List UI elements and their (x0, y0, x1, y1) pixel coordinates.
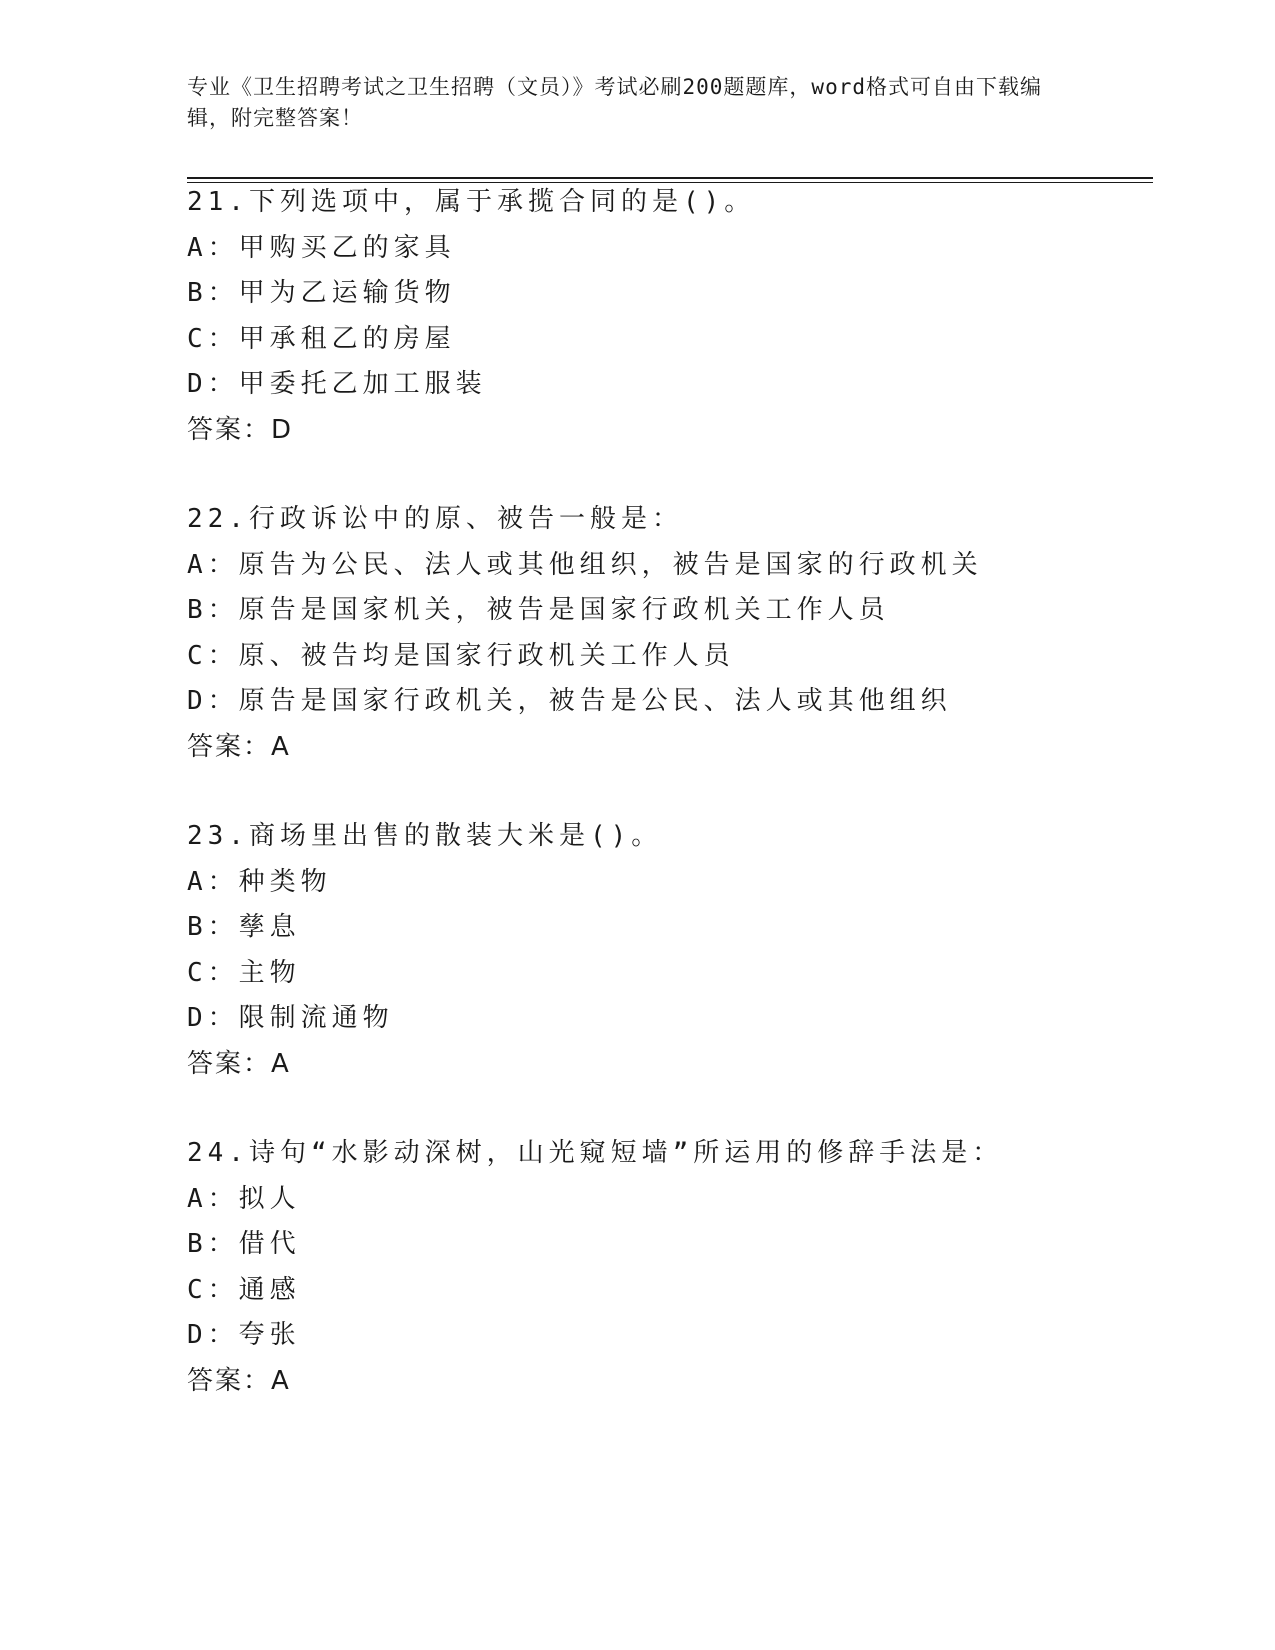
option-b: B：借代 (187, 1229, 301, 1259)
question-stem: 21.下列选项中，属于承揽合同的是()。 (187, 187, 756, 217)
answer-line (187, 1042, 1187, 1088)
header-divider-thick (187, 177, 1153, 179)
question-stem: 24.诗句“水影动深树，山光窥短墙”所运用的修辞手法是： (187, 1138, 1004, 1168)
answer-line (187, 725, 1187, 771)
question-stem: 23.商场里出售的散装大米是()。 (187, 821, 663, 851)
document-header: 专业《卫生招聘考试之卫生招聘（文员）》考试必刷200题题库，word格式可自由下载编辑，附完整答案！ (187, 75, 1042, 130)
option-d: D：限制流通物 (187, 1003, 394, 1033)
answer-label: 答案： (187, 414, 272, 445)
question-stem: 22.行政诉讼中的原、被告一般是： (187, 504, 683, 534)
question-22 (187, 497, 1187, 770)
option-d: D：原告是国家行政机关，被告是公民、法人或其他组织 (187, 686, 952, 716)
option-a: A：拟人 (187, 1183, 301, 1214)
option-c: C：甲承租乙的房屋 (187, 323, 456, 354)
option-b: B：原告是国家机关，被告是国家行政机关工作人员 (187, 595, 890, 625)
answer-value: D (271, 414, 293, 445)
option-a: A：种类物 (187, 866, 332, 897)
option-b: B：甲为乙运输货物 (187, 278, 456, 308)
answer-line (187, 1359, 1187, 1405)
question-21 (187, 180, 1187, 453)
option-d: D：夸张 (187, 1320, 301, 1350)
answer-label: 答案： (187, 731, 272, 762)
option-d: D：甲委托乙加工服装 (187, 369, 487, 399)
option-a: A：原告为公民、法人或其他组织，被告是国家的行政机关 (187, 549, 983, 580)
answer-line (187, 408, 1187, 454)
question-24 (187, 1131, 1187, 1404)
answer-value: A (271, 1048, 290, 1079)
answer-value: A (271, 1365, 290, 1396)
option-c: C：通感 (187, 1274, 301, 1305)
answer-label: 答案： (187, 1365, 272, 1396)
answer-label: 答案： (187, 1048, 272, 1079)
question-23 (187, 814, 1187, 1087)
option-b: B：孳息 (187, 912, 301, 942)
answer-value: A (271, 731, 290, 762)
option-c: C：原、被告均是国家行政机关工作人员 (187, 640, 735, 671)
option-c: C：主物 (187, 957, 301, 988)
option-a: A：甲购买乙的家具 (187, 232, 456, 263)
